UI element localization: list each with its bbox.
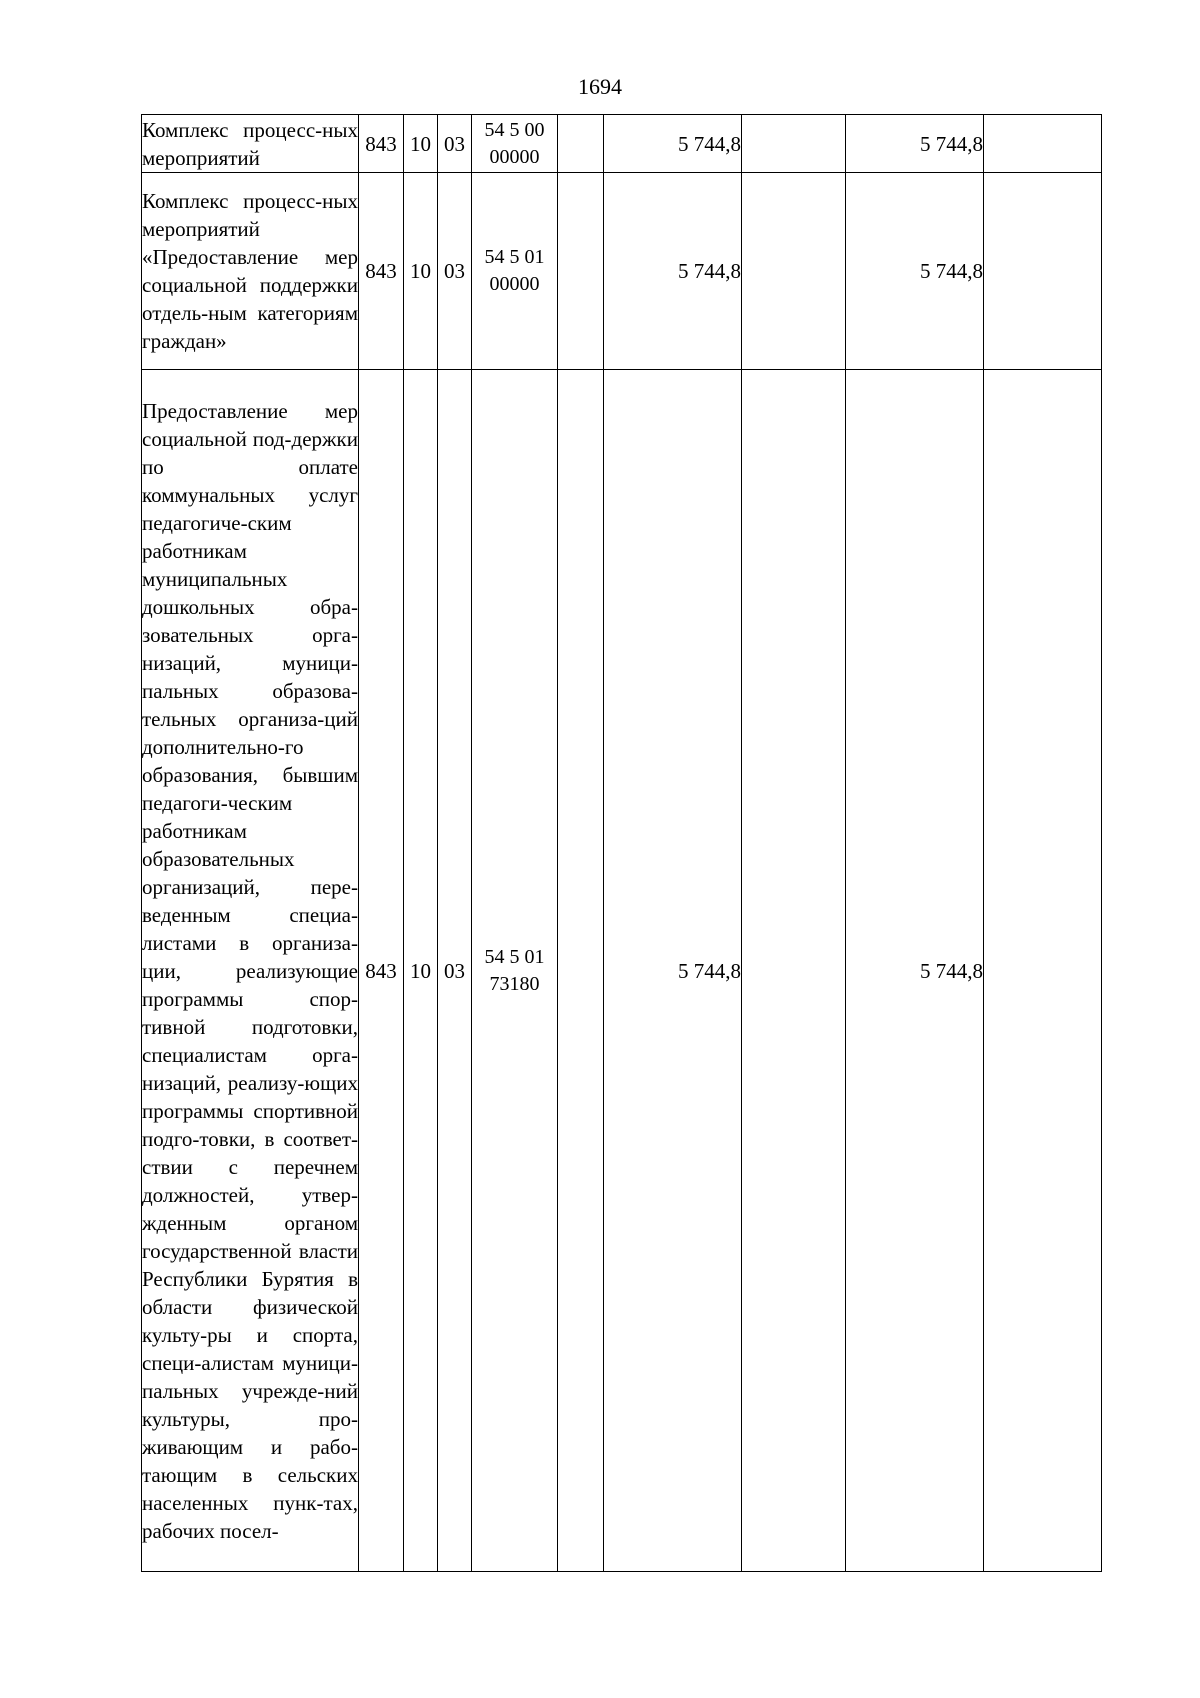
row-name: Предоставление мер социальной под-держки по оплате коммунальных услуг педагогиче-ским работникам муниципальных дошкольных обра-зовательных орга-низаций, муници-пальных образова-тельных организа-ций дополнительно-го образования, бывшим педагоги-ческим работникам образовательных организаций, пере-веденным специа-листами в организа-ции, реализующие программы спор-тивной подготовки, специалистам орга-низаций, реализу-ющих программы спортивной подго-товки, в соответ-ствии с перечнем должностей, утвер-жденным органом государственной власти Республики Бурятия в области физической культу-ры и спорта, специ-алистам муници-пальных учрежде-ний культуры, про-живающим и рабо-тающим в сельских населенных пунк-тах, рабочих посел- <box>142 370 359 1572</box>
target-article-code-line2: 00000 <box>489 145 540 168</box>
amount-4 <box>984 370 1102 1572</box>
target-article-code-line1: 54 5 00 <box>484 118 545 141</box>
amount-2 <box>742 173 846 370</box>
amount-1: 5 744,8 <box>604 115 742 173</box>
ved-code: 843 <box>359 115 404 173</box>
expense-type-code <box>558 115 604 173</box>
ved-code: 843 <box>359 370 404 1572</box>
table-row <box>142 370 1102 1572</box>
amount-1: 5 744,8 <box>604 173 742 370</box>
section-code: 10 <box>404 115 438 173</box>
section-code: 10 <box>404 370 438 1572</box>
row-name: Комплекс процесс-ных мероприятий «Предоставление мер социальной поддержки отдель-ным категориям граждан» <box>142 173 359 370</box>
subsection-code: 03 <box>438 115 472 173</box>
amount-1: 5 744,8 <box>604 370 742 1572</box>
page-number: 1694 <box>578 74 622 99</box>
target-article-code <box>472 115 558 173</box>
section-code: 10 <box>404 173 438 370</box>
subsection-code: 03 <box>438 173 472 370</box>
target-article-code <box>472 370 558 1572</box>
expense-type-code <box>558 173 604 370</box>
expense-type-code <box>558 370 604 1572</box>
target-article-code-line1: 54 5 01 <box>484 246 545 268</box>
amount-4 <box>984 173 1102 370</box>
target-article-code-line1: 54 5 01 <box>484 945 545 968</box>
amount-3: 5 744,8 <box>846 370 984 1572</box>
ved-code: 843 <box>359 173 404 370</box>
target-article-code <box>472 173 558 370</box>
amount-3: 5 744,8 <box>846 173 984 370</box>
target-article-code-line2: 73180 <box>489 972 540 995</box>
table-row <box>142 173 1102 370</box>
target-article-code-line2: 00000 <box>489 273 540 295</box>
amount-2 <box>742 115 846 173</box>
amount-4 <box>984 115 1102 173</box>
subsection-code: 03 <box>438 370 472 1572</box>
amount-2 <box>742 370 846 1572</box>
row-name: Комплекс процесс-ных мероприятий <box>142 115 359 173</box>
amount-3: 5 744,8 <box>846 115 984 173</box>
budget-table <box>141 114 1102 1572</box>
table-row <box>142 115 1102 173</box>
